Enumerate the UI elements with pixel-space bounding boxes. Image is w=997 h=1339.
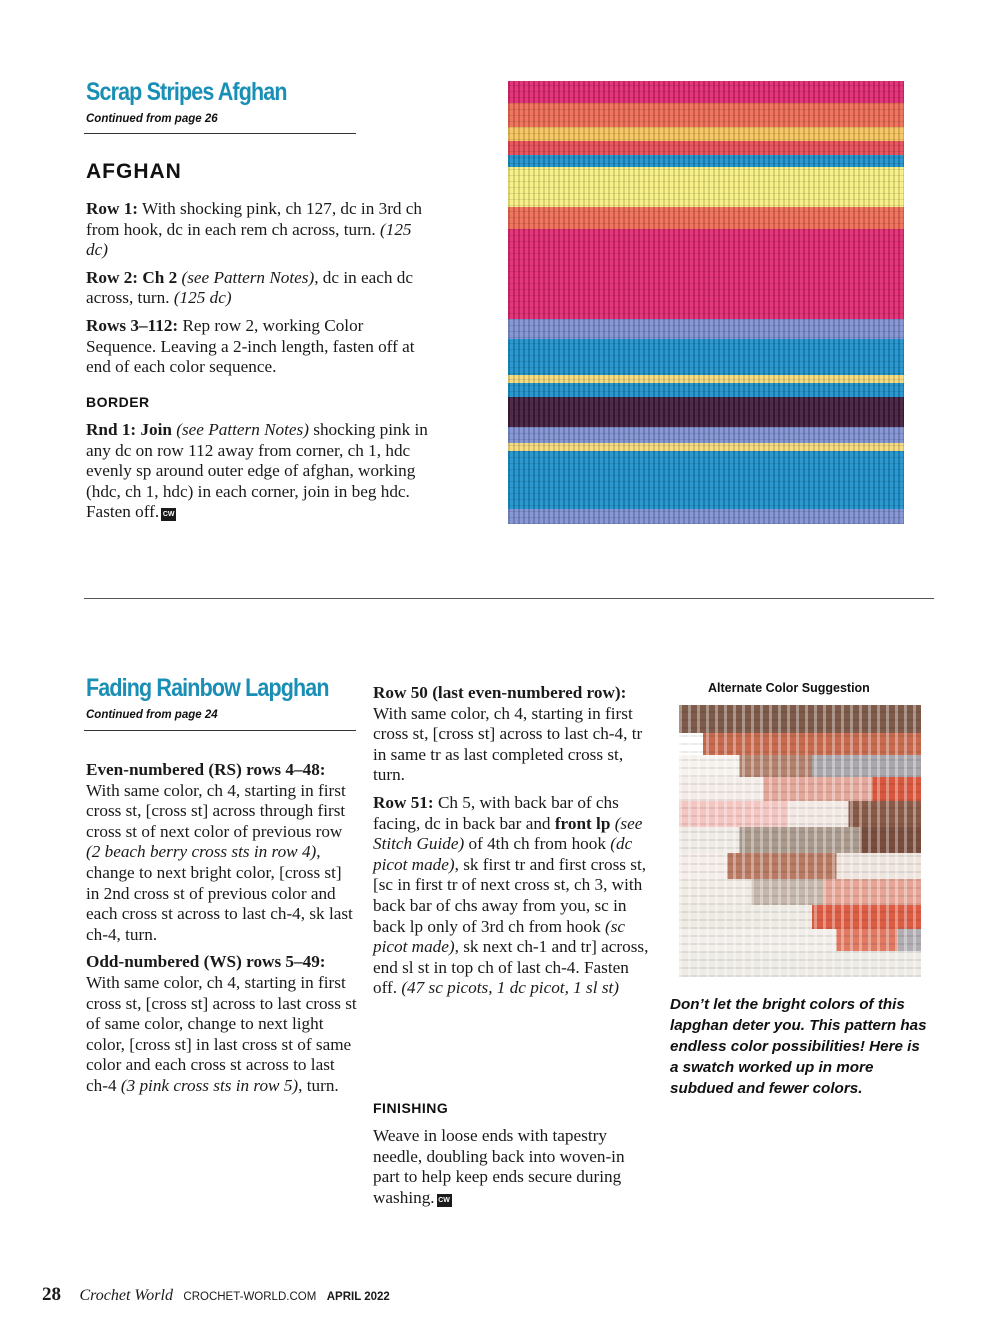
finishing-paragraph [373,1126,643,1208]
magazine-name: Crochet World [79,1287,173,1304]
afghan-heading: AFGHAN [86,160,182,183]
even-rows-note: (2 beach berry cross sts in row 4) [86,842,317,862]
lapghan-col-1 [86,760,358,1104]
row-51-text-3: , sk first tr and first cross st, [sc in first tr of next cross st, ch 3, with back bar of chs away from you, sc in back lp only of 3rd ch from hook [373,854,647,936]
row-50-label: Row 50 (last even-numbered row): [373,683,627,702]
row-51-text-2: of 4th ch from hook [464,834,611,854]
page-number: 28 [42,1284,61,1305]
alternate-swatch-photo [679,705,921,977]
cw-end-mark-icon: CW [161,508,176,521]
section2-title-rule [84,730,356,731]
odd-rows-label: Odd-numbered (WS) rows 5–49: [86,952,326,972]
fading-rainbow-title: Fading Rainbow Lapghan [86,674,329,702]
cw-end-mark-icon-2: CW [437,1194,452,1207]
row-51-note-2: (dc picot made) [373,834,633,874]
row-1-count: (125 dc) [86,219,412,260]
alternate-color-heading: Alternate Color Suggestion [708,681,870,695]
swatch-caption: Don’t let the bright colors of this lapghan deter you. This pattern has endless color possibilities! Here is a swatch worked up in more subdued and fewer colors. [670,996,927,1097]
border-instructions [86,420,436,530]
row-1-paragraph [86,199,436,261]
finishing-heading: FINISHING [373,1100,449,1116]
section-divider [84,598,934,599]
even-rows-text-2: , change to next bright color, [cross st] in 2nd cross st of previous color and each cross st across to last ch-4, sk last ch-4, turn. [86,842,353,944]
lapghan-col-2 [373,683,649,1006]
rnd-1-note: (see Pattern Notes) [171,420,309,439]
crochet-texture [508,81,904,524]
afghan-instructions [86,199,436,385]
continued-from-26: Continued from page 26 [86,113,218,125]
odd-rows-text: With same color, ch 4, starting in first cross st, [cross st] across to last cross st of same color, change to next light color, [cross st] in last cross st of same color and each cross st across to last ch-4 [86,972,357,1095]
page-footer [42,1284,390,1306]
row-51-label: Row 51: [373,792,434,812]
finishing-instructions [373,1126,643,1215]
row-51-text: Ch 5, with back bar of chs facing, dc in back bar and [373,792,619,833]
scrap-stripes-title: Scrap Stripes Afghan [86,78,287,106]
rnd-1-paragraph [86,420,436,523]
row-51-front-lp: front lp [554,813,611,833]
row-51-note: (see Stitch Guide) [373,813,643,854]
row-50-text: With same color, ch 4, starting in first cross st, [cross st] across to last ch-4, tr in same tr as last completed cross st, turn. [373,703,643,785]
odd-rows-note: (3 pink cross sts in row 5) [120,1075,299,1095]
magazine-website: CROCHET-WORLD.COM [183,1291,317,1303]
odd-rows-paragraph [86,952,358,1096]
row-50-paragraph [373,683,649,786]
rnd-1-label: Rnd 1: Join [86,420,172,439]
swatch-texture [679,705,921,977]
finishing-text: Weave in loose ends with tapestry needle, doubling back into woven-in part to help keep ends secure during washing. [373,1126,625,1207]
row-1-label: Row 1: [86,199,139,218]
afghan-stripes-photo [508,81,904,524]
odd-rows-text-2: , turn. [298,1075,339,1095]
rows-3-112-text: Rep row 2, working Color Sequence. Leaving a 2-inch length, fasten off at end of each color sequence. [86,315,415,377]
even-rows-text: With same color, ch 4, starting in first cross st, [cross st] across through first cross st of next color of previous row [86,780,346,841]
rows-3-112-paragraph [86,316,436,378]
row-1-text: With shocking pink, ch 127, dc in 3rd ch from hook, dc in each rem ch across, turn. [86,199,423,239]
row-2-label: Row 2: Ch 2 [86,267,178,287]
continued-from-24: Continued from page 24 [86,709,218,721]
even-rows-paragraph [86,760,358,945]
row-2-note: (see Pattern Notes) [177,267,315,287]
border-heading: BORDER [86,394,150,410]
section1-title-rule [84,133,356,134]
row-2-paragraph [86,268,436,309]
row-51-count: (47 sc picots, 1 dc picot, 1 sl st) [401,978,620,998]
even-rows-label: Even-numbered (RS) rows 4–48: [86,760,326,779]
row-2-count: (125 dc) [173,288,232,308]
row-2-text: , dc in each dc across, turn. [86,267,413,308]
rnd-1-text: shocking pink in any dc on row 112 away from corner, ch 1, hdc evenly sp around outer edge of afghan, working (hdc, ch 1, hdc) in each corner, join in beg hdc. Fasten off. [86,420,428,522]
row-51-note-3: (sc picot made) [373,916,626,957]
row-51-text-4: , sk next ch-1 and tr] across, end sl st in top ch of last ch-4. Fasten off. [373,937,649,998]
row-51-paragraph [373,793,649,999]
rows-3-112-label: Rows 3–112: [86,315,179,335]
issue-date: APRIL 2022 [326,1291,390,1303]
